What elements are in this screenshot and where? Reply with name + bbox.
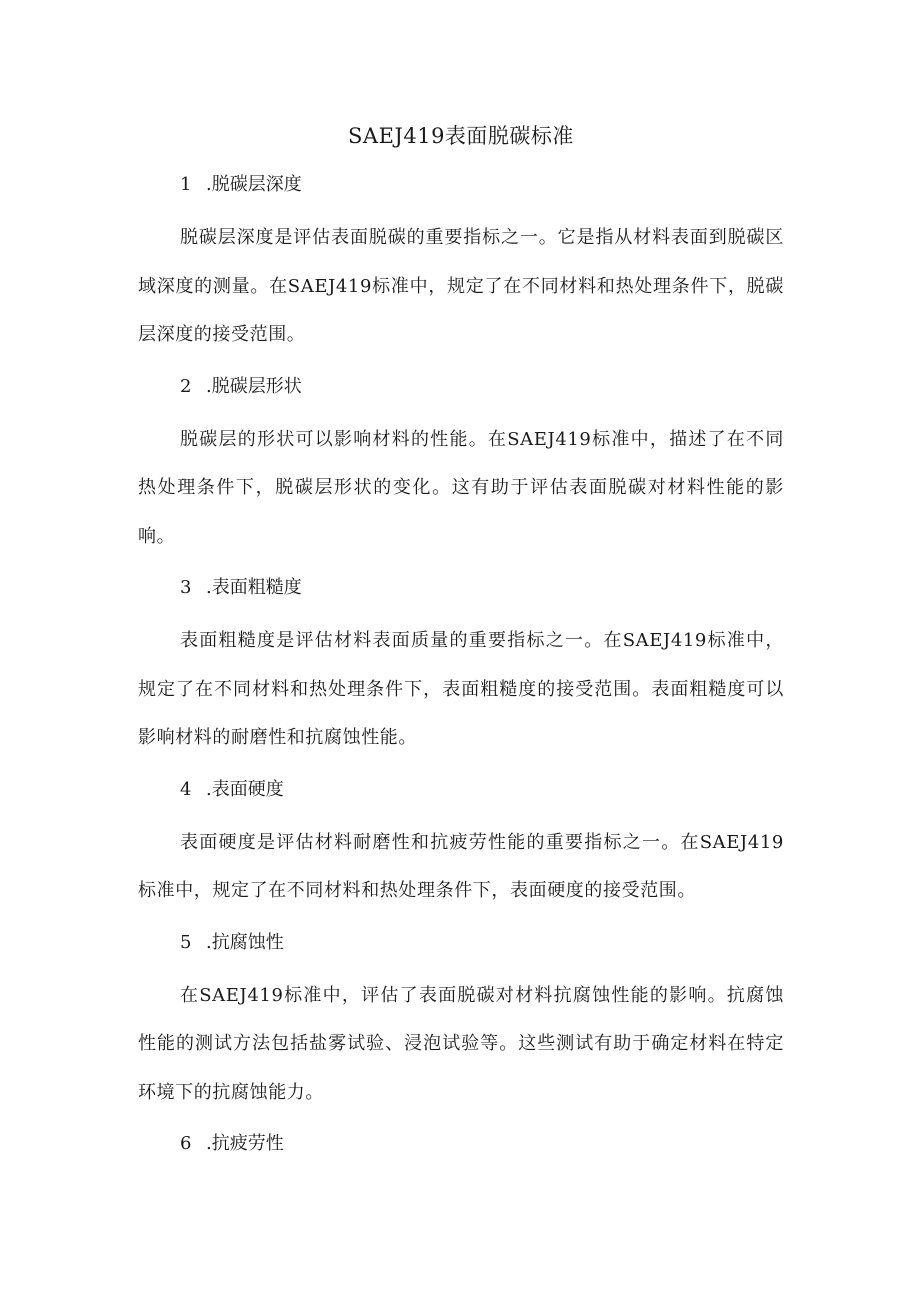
section-number: 5: [180, 931, 192, 953]
section-body-3: 表面粗糙度是评估材料表面质量的重要指标之一。在SAEJ419标准中，规定了在不同材料和热处理条件下，表面粗糙度的接受范围。表面粗糙度可以影响材料的耐磨性和抗腐蚀性能。: [138, 630, 784, 748]
section-body-2: 脱碳层的形状可以影响材料的性能。在SAEJ419标准中，描述了在不同热处理条件下，脱碳层形状的变化。这有助于评估表面脱碳对材料性能的影响。: [138, 428, 784, 547]
section-heading-text: .脱碳层形状: [206, 375, 302, 397]
section-heading-2: [138, 368, 784, 406]
section-body-4: 表面硬度是评估材料耐磨性和抗疲劳性能的重要指标之一。在SAEJ419标准中，规定了在不同材料和热处理条件下，表面硬度的接受范围。: [138, 831, 784, 901]
section-body-1: 脱碳层深度是评估表面脱碳的重要指标之一。它是指从材料表面到脱碳区域深度的测量。在SAEJ419标准中，规定了在不同材料和热处理条件下，脱碳层深度的接受范围。: [138, 227, 784, 345]
section-number: 2: [180, 375, 192, 397]
document-title: SAEJ419表面脱碳标准: [348, 124, 574, 148]
section-number: 4: [180, 778, 192, 800]
section-heading-text: .脱碳层深度: [206, 174, 302, 195]
section-heading-text: .表面硬度: [206, 778, 284, 800]
section-heading-text: .抗腐蚀性: [206, 931, 284, 953]
section-number: 3: [180, 577, 192, 598]
section-body-5: 在SAEJ419标准中，评估了表面脱碳对材料抗腐蚀性能的影响。抗腐蚀性能的测试方法包括盐雾试验、浸泡试验等。这些测试有助于确定材料在特定环境下的抗腐蚀能力。: [138, 984, 784, 1103]
section-heading-3: [138, 569, 784, 607]
section-heading-4: [138, 771, 784, 809]
section-heading-text: .抗疲劳性: [206, 1133, 284, 1154]
document-content: [138, 118, 784, 1173]
section-heading-1: [138, 166, 784, 204]
section-heading-6: [138, 1125, 784, 1163]
section-number: 6: [180, 1133, 192, 1154]
section-heading-5: [138, 924, 784, 962]
section-number: 1: [180, 174, 192, 195]
section-heading-text: .表面粗糙度: [206, 577, 302, 598]
